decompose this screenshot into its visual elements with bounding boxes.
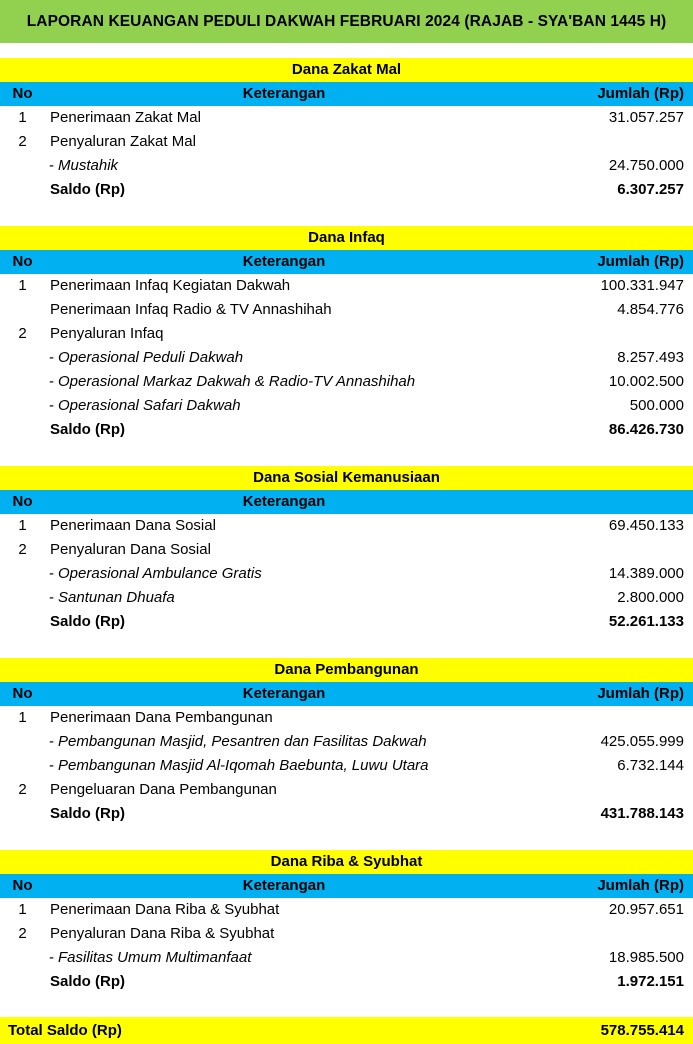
table-row — [0, 394, 693, 418]
fund-section — [0, 226, 693, 442]
row-number: 1 — [18, 901, 27, 918]
row-label-cell — [45, 346, 523, 370]
row-value: 31.057.257 — [608, 109, 684, 126]
row-label: Saldo (Rp) — [50, 613, 125, 630]
row-value: 6.732.144 — [617, 757, 684, 774]
row-number: 1 — [18, 277, 27, 294]
row-value: 6.307.257 — [617, 181, 684, 198]
table-row — [0, 298, 693, 322]
row-number — [0, 946, 45, 970]
row-label: Penerimaan Dana Pembangunan — [50, 709, 273, 726]
row-label-cell — [45, 946, 523, 970]
row-label: Pembangunan Masjid Al-Iqomah Baebunta, Luwu Utara — [58, 757, 429, 774]
row-number — [0, 418, 45, 442]
row-value — [523, 922, 693, 946]
table-row — [0, 562, 693, 586]
sub-item-dash: - — [49, 349, 54, 366]
table-row — [0, 778, 693, 802]
row-label-cell — [45, 922, 523, 946]
row-number: 2 — [18, 925, 27, 942]
column-header-jumlah: Jumlah (Rp) — [597, 253, 684, 270]
column-header-jumlah: Jumlah (Rp) — [597, 685, 684, 702]
table-row — [0, 346, 693, 370]
row-value: 1.972.151 — [617, 973, 684, 990]
row-label-cell — [45, 586, 523, 610]
row-label: Pembangunan Masjid, Pesantren dan Fasilitas Dakwah — [58, 733, 427, 750]
row-label: Pengeluaran Dana Pembangunan — [50, 781, 277, 798]
fund-section — [0, 850, 693, 994]
row-number — [0, 178, 45, 202]
table-row — [0, 610, 693, 634]
row-number — [0, 562, 45, 586]
table-row — [0, 946, 693, 970]
row-value: 20.957.651 — [608, 901, 684, 918]
row-number: 2 — [18, 541, 27, 558]
table-row — [0, 154, 693, 178]
row-value: 2.800.000 — [617, 589, 684, 606]
fund-section — [0, 658, 693, 826]
row-value — [523, 706, 693, 730]
row-label: Penerimaan Zakat Mal — [50, 109, 201, 126]
row-value: 425.055.999 — [600, 733, 684, 750]
section-title: Dana Riba & Syubhat — [0, 850, 693, 874]
table-header-row — [0, 82, 693, 106]
row-label: Santunan Dhuafa — [58, 589, 175, 606]
table-header-row — [0, 682, 693, 706]
row-label-cell — [45, 418, 523, 442]
row-label-cell — [45, 562, 523, 586]
row-value: 69.450.133 — [608, 517, 684, 534]
table-header-row — [0, 490, 693, 514]
column-header-keterangan: Keterangan — [242, 877, 326, 894]
row-number — [0, 610, 45, 634]
sub-item-dash: - — [49, 373, 54, 390]
row-label: Mustahik — [58, 157, 119, 174]
table-row — [0, 706, 693, 730]
table-row — [0, 274, 693, 298]
row-value: 24.750.000 — [608, 157, 684, 174]
column-header-keterangan: Keterangan — [242, 685, 326, 702]
column-header-no: No — [12, 685, 33, 702]
column-header-no: No — [12, 85, 33, 102]
table-row — [0, 370, 693, 394]
column-header-keterangan: Keterangan — [242, 253, 326, 270]
column-header-keterangan: Keterangan — [242, 85, 326, 102]
row-number — [0, 802, 45, 826]
row-label-cell — [45, 130, 523, 154]
row-value: 10.002.500 — [608, 373, 684, 390]
table-row — [0, 130, 693, 154]
fund-section — [0, 58, 693, 202]
row-number — [0, 730, 45, 754]
row-label: Penyaluran Dana Riba & Syubhat — [50, 925, 275, 942]
table-row — [0, 514, 693, 538]
column-header-jumlah — [523, 490, 693, 514]
total-saldo-value: 578.755.414 — [600, 1022, 684, 1039]
table-row — [0, 754, 693, 778]
fund-sections-container — [0, 43, 693, 994]
row-number — [0, 370, 45, 394]
row-number: 1 — [18, 709, 27, 726]
row-value — [523, 130, 693, 154]
row-label: Fasilitas Umum Multimanfaat — [58, 949, 252, 966]
row-label-cell — [45, 274, 523, 298]
column-header-keterangan: Keterangan — [242, 493, 326, 510]
row-number — [0, 970, 45, 994]
table-row — [0, 322, 693, 346]
row-label: Saldo (Rp) — [50, 421, 125, 438]
sub-item-dash: - — [49, 157, 54, 174]
sub-item-dash: - — [49, 565, 54, 582]
row-label: Operasional Safari Dakwah — [58, 397, 241, 414]
column-header-jumlah: Jumlah (Rp) — [597, 877, 684, 894]
column-header-no: No — [12, 253, 33, 270]
row-label: Operasional Markaz Dakwah & Radio-TV Annashihah — [58, 373, 416, 390]
report-title-bar — [0, 0, 693, 43]
row-label: Penerimaan Infaq Radio & TV Annashihah — [50, 301, 332, 318]
sub-item-dash: - — [49, 757, 54, 774]
column-header-jumlah: Jumlah (Rp) — [597, 85, 684, 102]
row-label-cell — [45, 106, 523, 130]
sub-item-dash: - — [49, 397, 54, 414]
row-label: Penyaluran Dana Sosial — [50, 541, 211, 558]
row-label-cell — [45, 970, 523, 994]
row-label-cell — [45, 394, 523, 418]
table-row — [0, 418, 693, 442]
sub-item-dash: - — [49, 589, 54, 606]
row-value — [523, 322, 693, 346]
table-row — [0, 898, 693, 922]
row-label: Saldo (Rp) — [50, 181, 125, 198]
column-header-no: No — [12, 877, 33, 894]
row-label-cell — [45, 514, 523, 538]
row-number: 2 — [18, 325, 27, 342]
table-row — [0, 730, 693, 754]
total-saldo-label: Total Saldo (Rp) — [8, 1022, 122, 1039]
row-value — [523, 778, 693, 802]
report-title: LAPORAN KEUANGAN PEDULI DAKWAH FEBRUARI 2024 (RAJAB - SYA'BAN 1445 H) — [26, 12, 667, 30]
row-label-cell — [45, 322, 523, 346]
row-number — [0, 346, 45, 370]
sub-item-dash: - — [49, 733, 54, 750]
section-title: Dana Infaq — [0, 226, 693, 250]
table-row — [0, 106, 693, 130]
table-row — [0, 922, 693, 946]
row-label: Penyaluran Infaq — [50, 325, 164, 342]
row-label-cell — [45, 154, 523, 178]
row-label: Saldo (Rp) — [50, 973, 125, 990]
section-title: Dana Sosial Kemanusiaan — [0, 466, 693, 490]
row-number: 2 — [18, 133, 27, 150]
row-value: 500.000 — [629, 397, 684, 414]
column-header-no: No — [12, 493, 33, 510]
row-number: 2 — [18, 781, 27, 798]
row-number — [0, 394, 45, 418]
row-label-cell — [45, 370, 523, 394]
row-label: Penerimaan Dana Riba & Syubhat — [50, 901, 280, 918]
row-label-cell — [45, 610, 523, 634]
table-row — [0, 802, 693, 826]
row-value — [523, 538, 693, 562]
total-saldo-row — [0, 1017, 693, 1044]
row-value: 14.389.000 — [608, 565, 684, 582]
row-value: 8.257.493 — [617, 349, 684, 366]
row-label: Operasional Peduli Dakwah — [58, 349, 244, 366]
row-number — [0, 754, 45, 778]
row-value: 86.426.730 — [608, 421, 684, 438]
table-header-row — [0, 250, 693, 274]
row-label-cell — [45, 802, 523, 826]
row-label-cell — [45, 706, 523, 730]
row-label-cell — [45, 898, 523, 922]
row-label-cell — [45, 730, 523, 754]
row-label-cell — [45, 538, 523, 562]
row-number — [0, 586, 45, 610]
row-label: Saldo (Rp) — [50, 805, 125, 822]
row-number — [0, 154, 45, 178]
sub-item-dash: - — [49, 949, 54, 966]
row-number — [0, 298, 45, 322]
table-header-row — [0, 874, 693, 898]
table-row — [0, 586, 693, 610]
row-value: 52.261.133 — [608, 613, 684, 630]
row-value: 4.854.776 — [617, 301, 684, 318]
row-label-cell — [45, 178, 523, 202]
table-row — [0, 538, 693, 562]
row-label-cell — [45, 298, 523, 322]
row-value: 431.788.143 — [600, 805, 684, 822]
row-label: Penerimaan Dana Sosial — [50, 517, 216, 534]
table-row — [0, 970, 693, 994]
section-title: Dana Pembangunan — [0, 658, 693, 682]
row-label: Penerimaan Infaq Kegiatan Dakwah — [50, 277, 291, 294]
row-number: 1 — [18, 517, 27, 534]
row-label: Penyaluran Zakat Mal — [50, 133, 196, 150]
row-label: Operasional Ambulance Gratis — [58, 565, 262, 582]
row-value: 100.331.947 — [600, 277, 684, 294]
row-value: 18.985.500 — [608, 949, 684, 966]
row-label-cell — [45, 754, 523, 778]
row-number: 1 — [18, 109, 27, 126]
table-row — [0, 178, 693, 202]
row-label-cell — [45, 778, 523, 802]
section-title: Dana Zakat Mal — [0, 58, 693, 82]
fund-section — [0, 466, 693, 634]
